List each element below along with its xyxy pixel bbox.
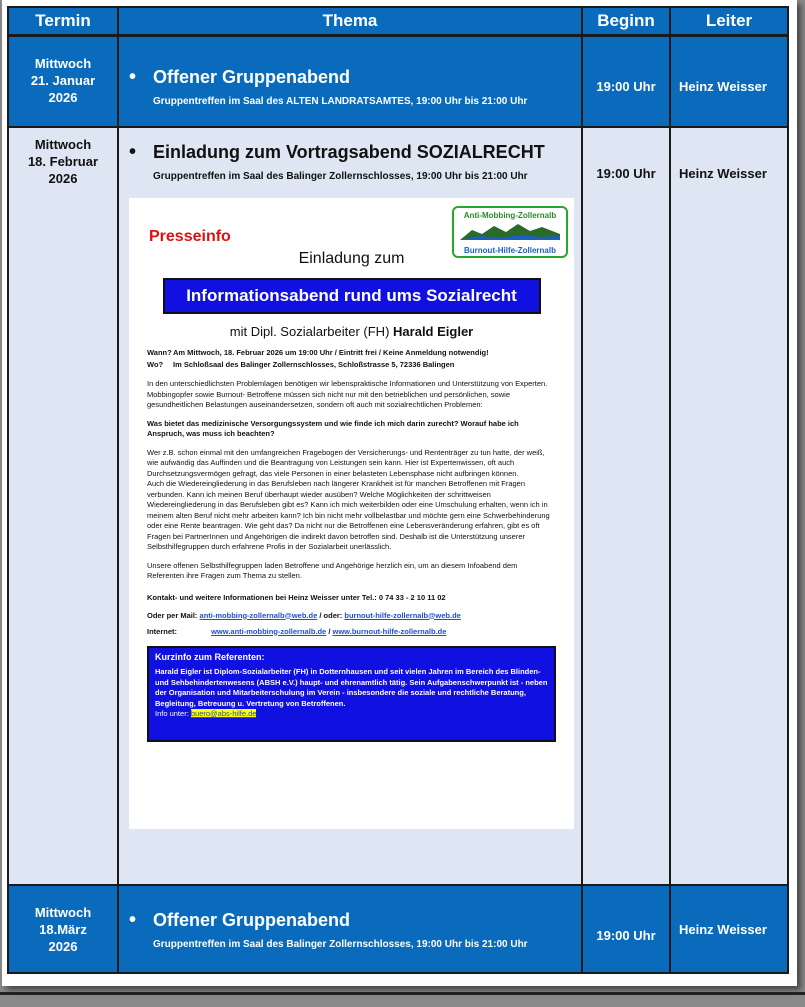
speaker-prefix: mit Dipl. Sozialarbeiter (FH) [229, 324, 390, 339]
termin-cell [8, 127, 118, 885]
event-details [147, 347, 556, 371]
speaker-name: Harald Eigler [393, 324, 474, 339]
header-row [8, 7, 788, 35]
wann-value: Am Mittwoch, 18. Februar 2026 um 19:00 Uhr / Eintritt frei / Keine Anmeldung notwendig! [173, 348, 489, 357]
paragraph: Unsere offenen Selbsthilfegruppen laden Betroffene und Angehörige herzlich ein, um an diesem Infoabend dem Referenten ihre Fragen zum Thema zu stellen. [147, 560, 518, 580]
page-sheet [2, 0, 797, 986]
thema-cell [118, 35, 582, 127]
einladung-heading: Einladung zum [298, 250, 405, 267]
wo-label: Wo? [147, 360, 164, 369]
mail-link-2[interactable]: burnout-hilfe-zollernalb@web.de [344, 610, 461, 620]
termin-year: 2026 [48, 939, 78, 954]
leiter-cell: Heinz Weisser [670, 885, 788, 973]
table-row [8, 127, 788, 885]
wann-label: Wann? [147, 348, 172, 357]
thema-subtitle: Gruppentreffen im Saal des ALTEN LANDRATSAMTES, 19:00 Uhr bis 21:00 Uhr [153, 95, 528, 107]
speaker-info-text: Harald Eigler ist Diplom-Sozialarbeiter (FH) in Dotternhausen und seit vielen Jahren im Bereich des Blinden- und Sehbehindertenwesens (ABSH e.V.) haupt- und ehrenamtlich tätig. Sein Aufgabenschwerpunkt ist - neben der Organisation und Mitarbeiterschulung im Verein - insbesondere die soziale und rechtliche Beratung, Begleitung, Betreuung u. Vertretung von Betroffenen. [155, 667, 548, 708]
web-link-2[interactable]: www.burnout-hilfe-zollernalb.de [332, 626, 447, 636]
logo-bottom-text: Burnout-Hilfe-Zollernalb [464, 246, 556, 255]
mail-label: Oder per Mail: [147, 610, 198, 620]
presseinfo-label: Presseinfo [149, 228, 231, 245]
table-row [8, 35, 788, 127]
termin-day: Mittwoch [34, 55, 92, 71]
paragraph: In den unterschiedlichsten Problemlagen benötigen wir lebenspraktische Informationen und Unterstützung von Experten. Mobbingopfer sowie Burnout- Betroffene müssen sich nicht nur mit den betrieblichen und persönlichen, sowie gesundheitlichen Belastungen auseinandersetzen, sondern oft auch mit sozialrechtlichen Problemen: [147, 379, 548, 409]
event-title-box: Informationsabend rund ums Sozialrecht [163, 278, 541, 314]
web-link-1[interactable]: www.anti-mobbing-zollernalb.de [211, 626, 327, 636]
paragraph: Wer z.B. schon einmal mit den umfangreichen Fragebogen der Versicherungs- und Rententräger zu tun hatte, der weiß, wie aufwändig das Auffinden und die Beantragung von Leistungen sein kann. Hier ist Expertenwissen, oft auch Durchsetzungsvermögen gefragt, das viele Personen in einer belasteten Lebensphase nicht aufbringen können. [147, 447, 545, 478]
thema-title: • Offener Gruppenabend [153, 910, 571, 931]
thema-title: • Offener Gruppenabend [153, 67, 571, 88]
logo-top-text: Anti-Mobbing-Zollernalb [463, 211, 557, 220]
mail-link-1[interactable]: anti-mobbing-zollernalb@web.de [199, 610, 318, 620]
web-separator: / [328, 626, 331, 636]
mail-separator: / oder: [319, 610, 343, 620]
thema-subtitle: Gruppentreffen im Saal des Balinger Zollernschlosses, 19:00 Uhr bis 21:00 Uhr [153, 171, 528, 182]
contact-phone: Kontakt- und weitere Informationen bei Heinz Weisser unter Tel.: 0 74 33 - 2 10 11 02 [147, 592, 446, 602]
beginn-cell: 19:00 Uhr [582, 127, 670, 885]
leiter-cell: Heinz Weisser [670, 127, 788, 885]
speaker-info-title: Kurzinfo zum Referenten: [155, 651, 265, 662]
termin-cell [8, 35, 118, 127]
header-thema: Thema [118, 7, 582, 35]
paragraph-question: Was bietet das medizinische Versorgungssystem und wie finde ich mich darin zurecht? Worauf habe ich Anspruch, was muss ich beachten? [147, 418, 519, 438]
info-mail-link[interactable]: buero@abs-hilfe.de [190, 709, 257, 718]
mountain-icon [460, 222, 560, 240]
header-termin: Termin [8, 7, 118, 35]
thema-cell [118, 885, 582, 973]
info-label: Info unter: [155, 709, 189, 718]
web-label: Internet: [147, 626, 177, 636]
leiter-cell: Heinz Weisser [670, 35, 788, 127]
termin-year: 2026 [48, 89, 78, 105]
thema-title: • Einladung zum Vortragsabend SOZIALRECHT [153, 142, 571, 163]
table-row [8, 885, 788, 973]
termin-date: 18. Februar [27, 154, 99, 169]
contact-block [147, 592, 556, 638]
press-info-flyer [129, 198, 574, 829]
header-beginn: Beginn [582, 7, 670, 35]
bottom-divider [0, 992, 805, 995]
thema-cell [118, 127, 582, 885]
termin-date: 18.März [39, 922, 87, 937]
schedule-table [7, 6, 789, 974]
association-logo [452, 206, 568, 258]
speaker-line [147, 324, 556, 339]
beginn-cell: 19:00 Uhr [582, 885, 670, 973]
wo-value: Im Schloßsaal des Balinger Zollernschlosses, Schloßstrasse 5, 72336 Balingen [173, 360, 455, 369]
termin-day: Mittwoch [34, 905, 92, 920]
paragraph: Auch die Wiedereingliederung in das Berufsleben nach längerer Krankheit ist für manchen Betroffenen mit Fragen verbunden. Kann ich meinen Beruf überhaupt wieder ausüben? Welche Möglichkeiten der schrittweisen Wiedereingliederung in das Berufsleben gibt es? Kann ich mich weiterbilden oder eine Umschulung erhalten, wenn ich in meinem alten Beruf nicht mehr arbeiten kann? Ich bin nicht mehr vollbelastbar und möchte gern eine Schwerbehinderung oder eine Rente beantragen. Wie geht das? Da nicht nur die Betroffenen eine Lebensveränderung erfahren, gibt es oft Fragen bei PartnerInnen und Angehörigen die indirekt davon betroffen sind. Deshalb ist die Unterstützung unserer Selbsthilfegruppen durch erfahrene Profis in der Sozialarbeit unerlässlich. [147, 479, 550, 551]
termin-date: 21. Januar [30, 72, 96, 88]
termin-cell [8, 885, 118, 973]
speaker-info-box [147, 646, 556, 742]
beginn-cell: 19:00 Uhr [582, 35, 670, 127]
header-leiter: Leiter [670, 7, 788, 35]
thema-subtitle: Gruppentreffen im Saal des Balinger Zollernschlosses, 19:00 Uhr bis 21:00 Uhr [153, 939, 528, 950]
termin-year: 2026 [48, 171, 78, 186]
termin-day: Mittwoch [34, 137, 92, 152]
